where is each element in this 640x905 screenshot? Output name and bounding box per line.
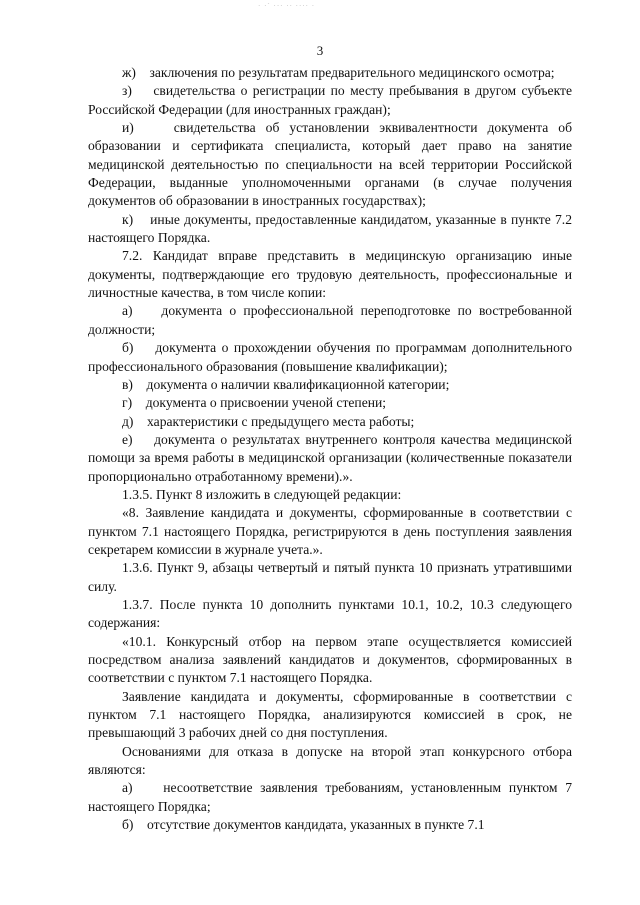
page-number: 3 bbox=[316, 43, 324, 58]
grounds-item-b: б) отсутствие документов кандидата, указанных в пункте 7.1 bbox=[122, 817, 485, 833]
clause-10-1-grounds: Основаниями для отказа в допуске на второй этап конкурсного отбора являются: bbox=[88, 743, 572, 778]
scan-artifact: · ·` ··· ·· ···· · bbox=[258, 2, 316, 10]
list-item-g: г) документа о присвоении ученой степени; bbox=[122, 395, 387, 411]
clause-10-1-analysis: Заявление кандидата и документы, сформированные в соответствии с пунктом 7.1 настоящего Порядка, анализируются комиссией в срок, не превышающий 3 рабочих дней со дня поступления. bbox=[88, 688, 572, 741]
clause-7-2: 7.2. Кандидат вправе представить в медицинскую организацию иные документы, подтверждающие его трудовую деятельность, профессиональные и личностные качества, в том числе копии: bbox=[88, 248, 572, 301]
clause-8-text: «8. Заявление кандидата и документы, сформированные в соответствии с пунктом 7.1 настоящего Порядка, регистрируются в день поступления заявления секретарем комиссии в журнале учета.». bbox=[88, 505, 572, 557]
clause-1-3-7: 1.3.7. После пункта 10 дополнить пунктами 10.1, 10.2, 10.3 следующего содержания: bbox=[88, 596, 572, 631]
list-item-d: д) характеристики с предыдущего места работы; bbox=[122, 413, 415, 429]
grounds-item-a: а) несоответствие заявления требованиям, установленным пунктом 7 настоящего Порядка; bbox=[88, 780, 572, 814]
list-item-b: б) документа о прохождении обучения по программам дополнительного профессионального образования (повышение квалификации); bbox=[88, 340, 572, 374]
clause-1-3-5: 1.3.5. Пункт 8 изложить в следующей редакции: bbox=[122, 486, 402, 502]
list-item-a: а) документа о профессиональной переподготовке по востребованной должности; bbox=[88, 303, 572, 337]
list-item-zh: ж) заключения по результатам предварительного медицинского осмотра; bbox=[122, 65, 555, 80]
document-body bbox=[88, 64, 572, 834]
clause-1-3-6: 1.3.6. Пункт 9, абзацы четвертый и пятый пункта 10 признать утратившими силу. bbox=[88, 560, 572, 594]
list-item-z: з) свидетельства о регистрации по месту пребывания в другом субъекте Российской Федерации (для иностранных граждан); bbox=[88, 83, 572, 117]
list-item-i: и) свидетельства об установлении эквивалентности документа об образовании и сертификата специалиста, который дает право на занятие медицинской деятельностью по специальности на всей территории Российской Федерации, выданные уполномоченными органами (в случае получения документов об образовании в иностранных государствах); bbox=[88, 120, 572, 209]
clause-10-1: «10.1. Конкурсный отбор на первом этапе осуществляется комиссией посредством анализа заявлений кандидатов и документов, сформированных в соответствии с пунктом 7.1 настоящего Порядка. bbox=[88, 633, 572, 686]
list-item-v: в) документа о наличии квалификационной категории; bbox=[122, 376, 450, 392]
list-item-k: к) иные документы, предоставленные кандидатом, указанные в пункте 7.2 настоящего Порядка. bbox=[88, 211, 572, 246]
list-item-e: е) документа о результатах внутреннего контроля качества медицинской помощи за время работы в медицинской организации (количественные показатели пропорционально отработанному времени).». bbox=[88, 431, 572, 484]
